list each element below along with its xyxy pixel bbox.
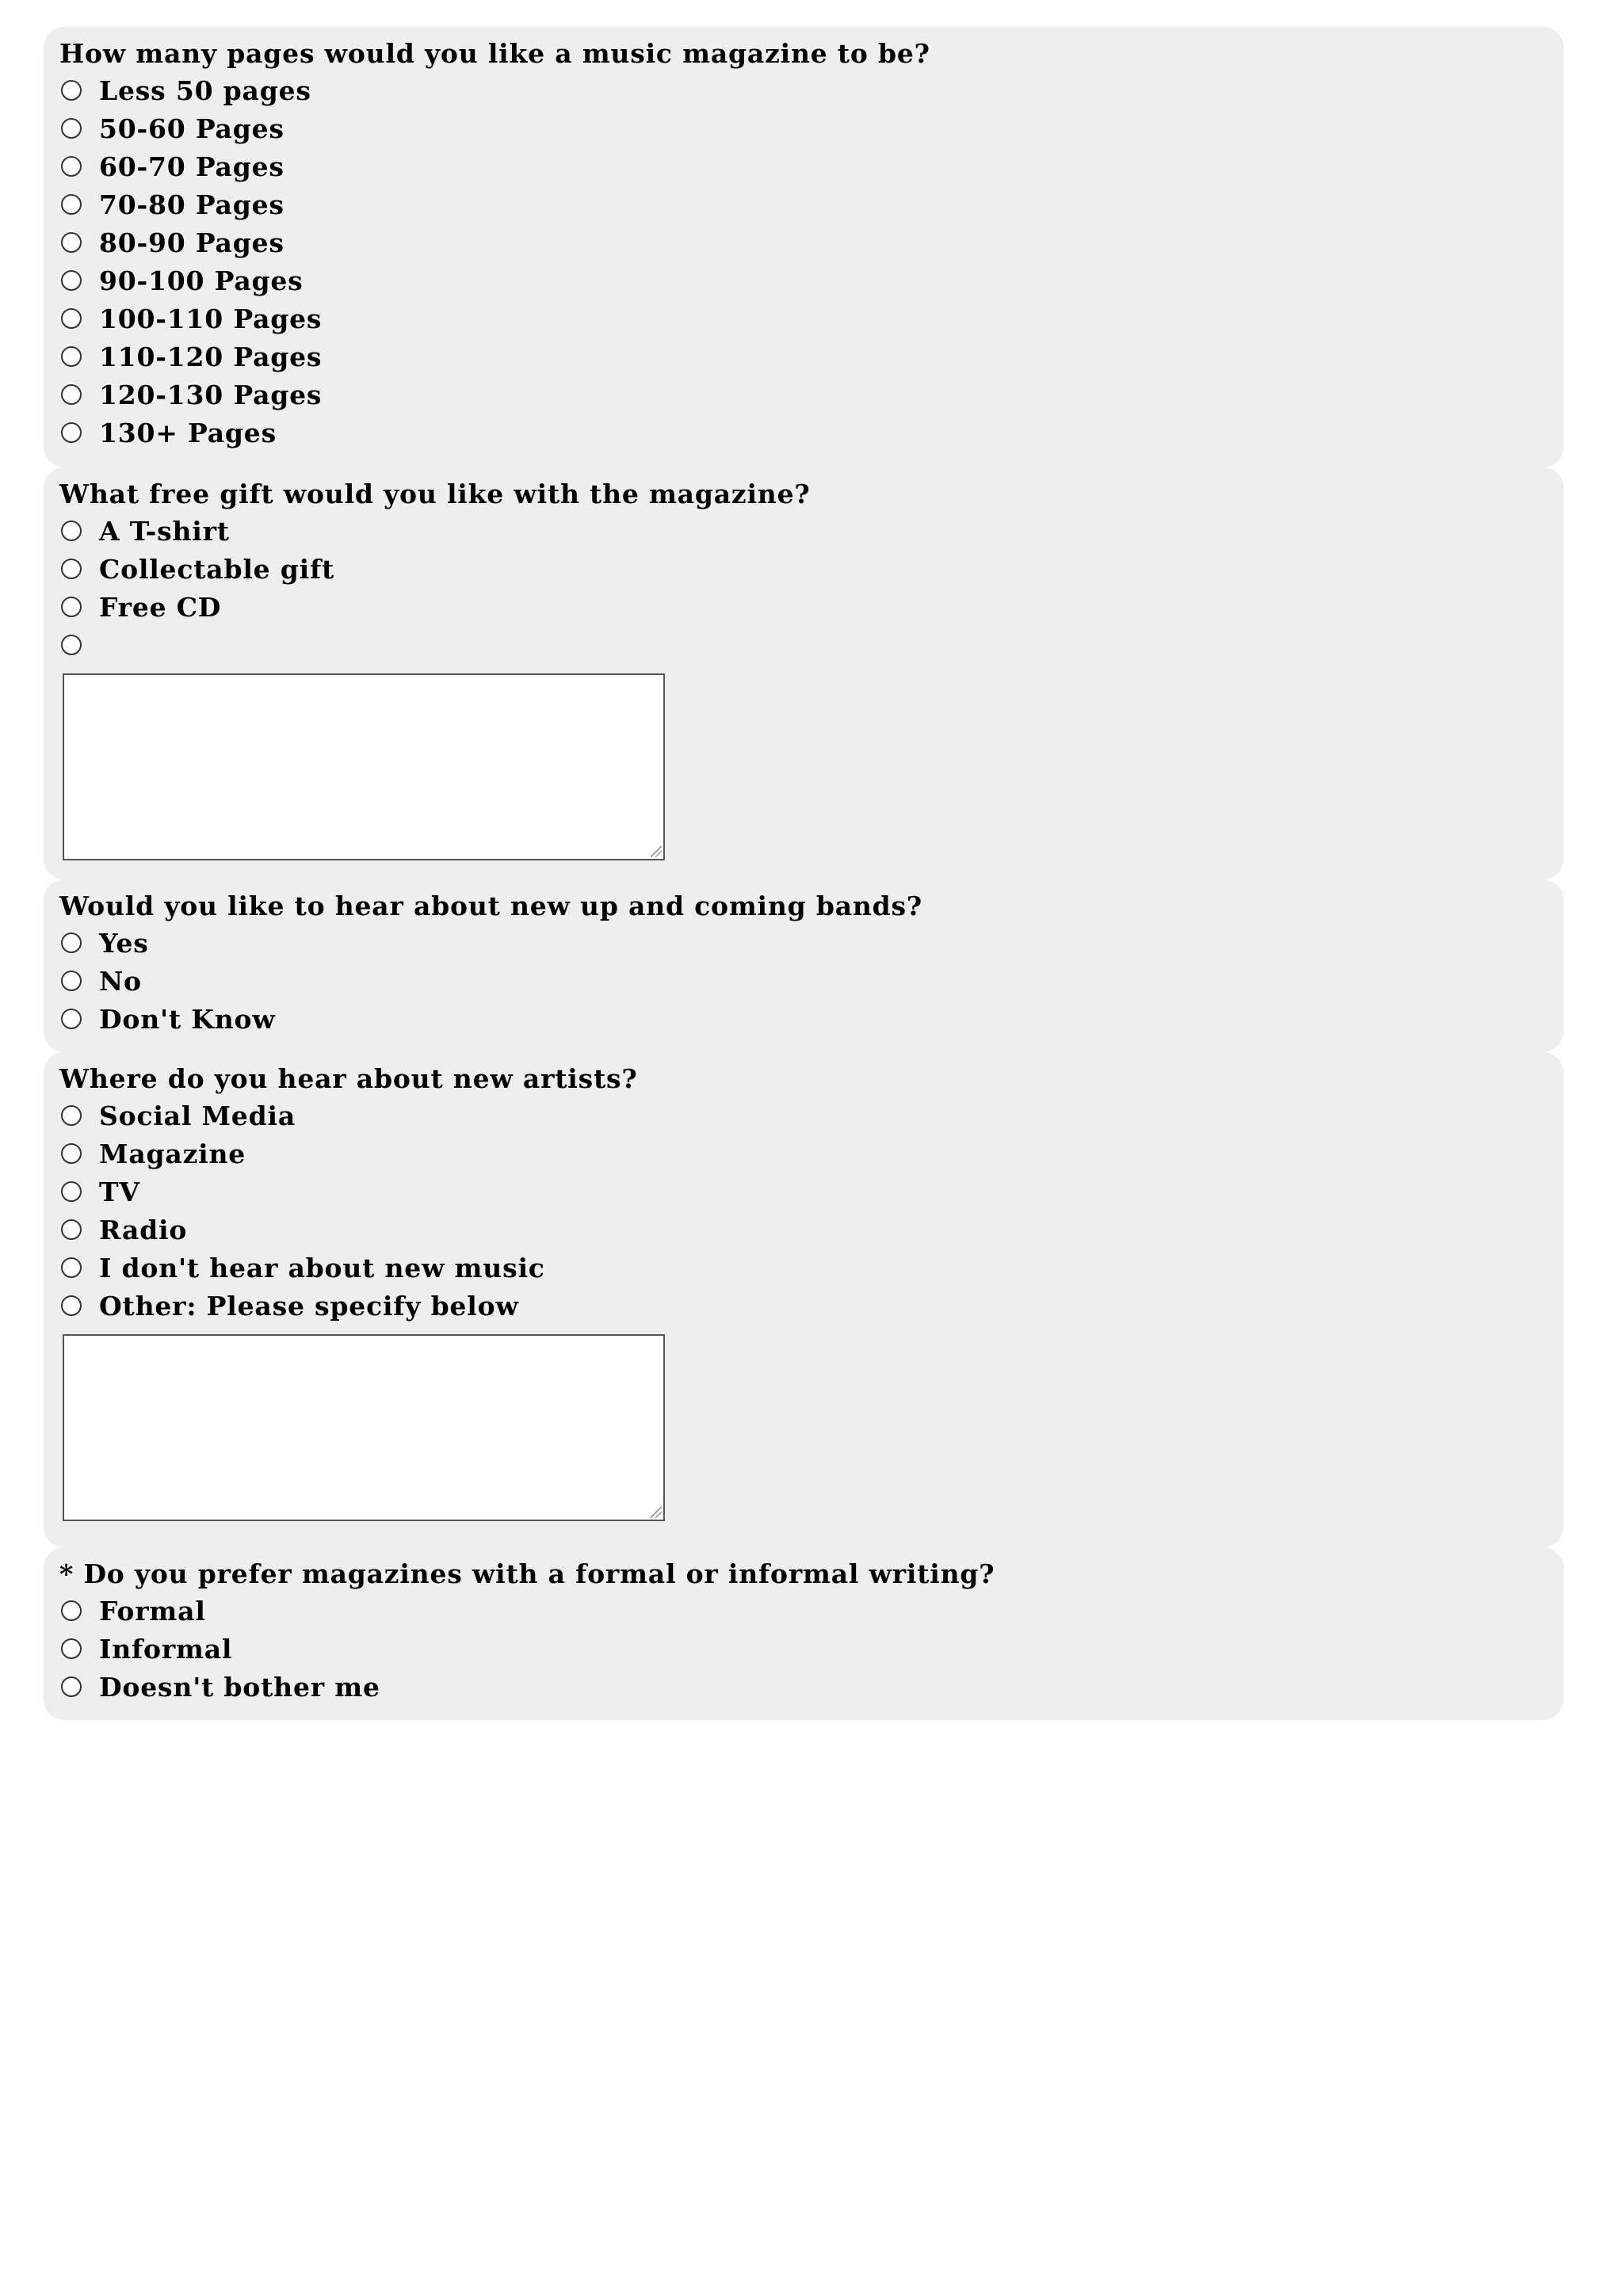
option-t-shirt[interactable]	[59, 512, 1549, 550]
other-source-textarea[interactable]	[63, 1334, 665, 1521]
option-label[interactable]: 80-90 Pages	[99, 227, 285, 258]
option-tv[interactable]	[59, 1173, 1549, 1211]
option-label[interactable]: Radio	[99, 1214, 188, 1245]
option-no[interactable]	[59, 962, 1549, 1000]
radio-button[interactable]	[61, 1105, 82, 1126]
radio-button[interactable]	[61, 635, 82, 655]
option-70-80-pages[interactable]	[59, 185, 1549, 223]
option-radio[interactable]	[59, 1211, 1549, 1249]
option-informal[interactable]	[59, 1630, 1549, 1668]
option-label[interactable]: 60-70 Pages	[99, 151, 285, 182]
radio-button[interactable]	[61, 308, 82, 329]
radio-button[interactable]	[61, 1257, 82, 1278]
survey-form	[44, 27, 1564, 1720]
radio-button[interactable]	[61, 1009, 82, 1029]
question-writing-style	[44, 1547, 1564, 1720]
option-label[interactable]: 70-80 Pages	[99, 189, 285, 220]
option-label[interactable]: Other: Please specify below	[99, 1290, 519, 1322]
option-label[interactable]: 100-110 Pages	[99, 303, 323, 334]
option-other-gift[interactable]	[59, 626, 1549, 664]
question-title: What free gift would you like with the magazine?	[59, 479, 811, 509]
option-doesnt-bother-me[interactable]	[59, 1668, 1549, 1706]
option-label[interactable]: I don't hear about new music	[99, 1252, 545, 1283]
radio-button[interactable]	[61, 1638, 82, 1659]
option-80-90-pages[interactable]	[59, 223, 1549, 261]
question-title: How many pages would you like a music magazine to be?	[59, 38, 930, 69]
option-label[interactable]: 130+ Pages	[99, 417, 277, 448]
option-50-60-pages[interactable]	[59, 109, 1549, 147]
option-90-100-pages[interactable]	[59, 261, 1549, 299]
option-label[interactable]: 120-130 Pages	[99, 379, 323, 410]
radio-button[interactable]	[61, 156, 82, 177]
option-label[interactable]: Collectable gift	[99, 553, 335, 585]
question-free-gift	[44, 467, 1564, 879]
radio-button[interactable]	[61, 1600, 82, 1621]
option-110-120-pages[interactable]	[59, 338, 1549, 376]
question-title: * Do you prefer magazines with a formal or informal writing?	[59, 1558, 995, 1589]
option-magazine[interactable]	[59, 1135, 1549, 1173]
radio-button[interactable]	[61, 232, 82, 253]
radio-button[interactable]	[61, 971, 82, 991]
option-100-110-pages[interactable]	[59, 299, 1549, 338]
question-title: Would you like to hear about new up and coming bands?	[59, 891, 923, 921]
option-label[interactable]: Formal	[99, 1595, 206, 1627]
radio-button[interactable]	[61, 559, 82, 579]
option-label[interactable]: Yes	[99, 927, 149, 959]
resize-grip-icon[interactable]	[651, 1507, 662, 1518]
option-130-plus-pages[interactable]	[59, 414, 1549, 452]
option-social-media[interactable]	[59, 1097, 1549, 1135]
option-formal[interactable]	[59, 1592, 1549, 1630]
question-new-bands	[44, 879, 1564, 1052]
option-60-70-pages[interactable]	[59, 147, 1549, 185]
option-yes[interactable]	[59, 924, 1549, 962]
question-title: Where do you hear about new artists?	[59, 1063, 638, 1094]
option-free-cd[interactable]	[59, 588, 1549, 626]
option-label[interactable]: Informal	[99, 1633, 233, 1665]
option-label[interactable]: Less 50 pages	[99, 74, 311, 106]
option-label[interactable]: Social Media	[99, 1100, 296, 1131]
option-less-50-pages[interactable]	[59, 71, 1549, 109]
radio-button[interactable]	[61, 597, 82, 617]
radio-button[interactable]	[61, 118, 82, 139]
other-gift-textarea[interactable]	[63, 673, 665, 860]
option-collectable-gift[interactable]	[59, 550, 1549, 588]
option-label[interactable]: TV	[99, 1176, 140, 1207]
option-label[interactable]: Don't Know	[99, 1003, 276, 1035]
resize-grip-icon[interactable]	[651, 846, 662, 857]
option-label[interactable]: 90-100 Pages	[99, 265, 304, 296]
option-no-new-music[interactable]	[59, 1249, 1549, 1287]
question-page-count	[44, 27, 1564, 467]
option-label[interactable]: No	[99, 965, 142, 997]
radio-button[interactable]	[61, 1676, 82, 1697]
radio-button[interactable]	[61, 1295, 82, 1316]
question-new-artists-source	[44, 1052, 1564, 1547]
radio-button[interactable]	[61, 1181, 82, 1202]
option-other-specify[interactable]	[59, 1287, 1549, 1325]
option-label[interactable]: Free CD	[99, 591, 222, 623]
radio-button[interactable]	[61, 194, 82, 215]
option-label[interactable]: A T-shirt	[99, 515, 230, 547]
option-120-130-pages[interactable]	[59, 376, 1549, 414]
radio-button[interactable]	[61, 933, 82, 953]
option-label[interactable]: Doesn't bother me	[99, 1671, 380, 1703]
option-label[interactable]: 50-60 Pages	[99, 113, 285, 144]
radio-button[interactable]	[61, 1143, 82, 1164]
option-dont-know[interactable]	[59, 1000, 1549, 1038]
radio-button[interactable]	[61, 346, 82, 367]
radio-button[interactable]	[61, 1219, 82, 1240]
radio-button[interactable]	[61, 521, 82, 541]
radio-button[interactable]	[61, 422, 82, 443]
radio-button[interactable]	[61, 384, 82, 405]
option-label[interactable]: 110-120 Pages	[99, 341, 323, 372]
radio-button[interactable]	[61, 80, 82, 101]
option-label[interactable]: Magazine	[99, 1138, 246, 1169]
radio-button[interactable]	[61, 270, 82, 291]
